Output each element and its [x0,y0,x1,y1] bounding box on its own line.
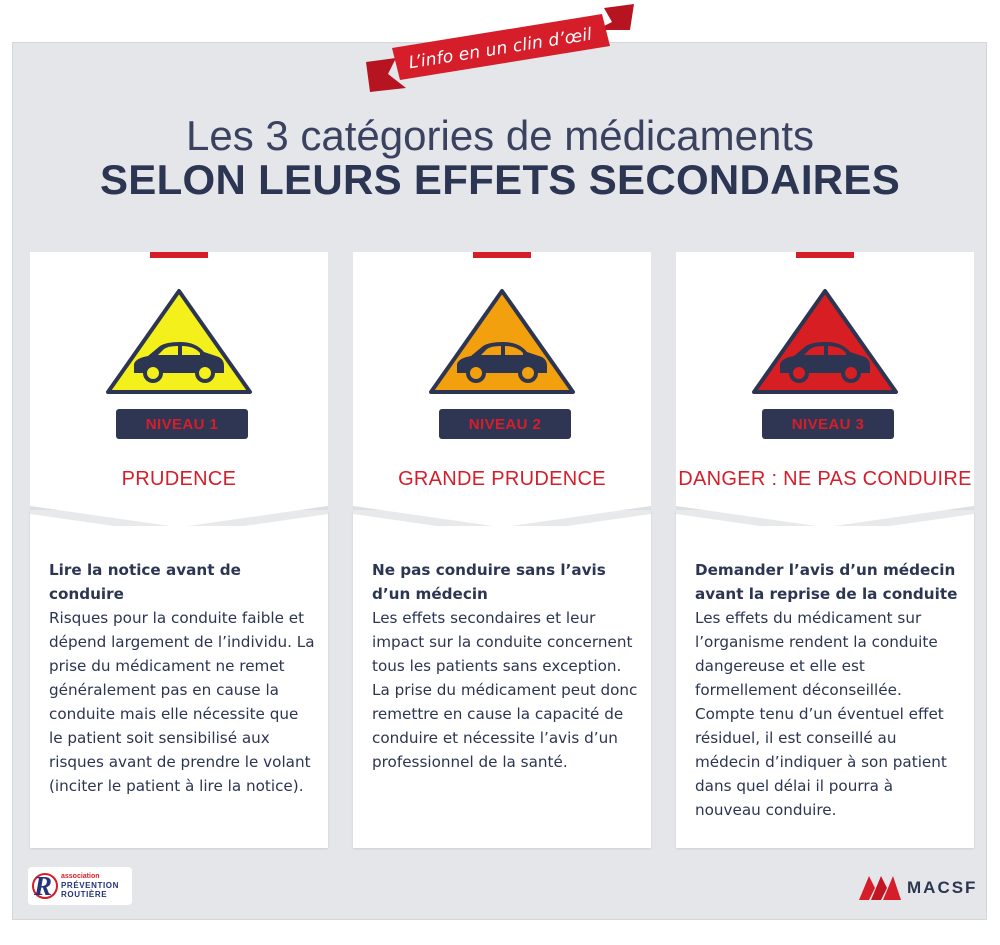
pr-logo-line2: ROUTIÈRE [61,890,108,899]
card-body-panel [676,510,974,848]
category-title: DANGER : NE PAS CONDUIRE [678,468,972,490]
card-body-panel [30,510,328,848]
category-title: GRANDE PRUDENCE [398,468,606,490]
page-title-line2: SELON LEURS EFFETS SECONDAIRES [99,156,901,203]
pr-logo-letter: R [34,871,53,901]
card-text: Les effets secondaires et leur impact sur la conduite concernent tous les patients sans exception. La prise du médicament peut donc remettre en cause la capacité de conduire et nécessite l’avis d’un professionnel de la santé. [372,609,638,771]
macsf-logo-mark-icon [857,870,903,904]
card-accent-bar [796,252,854,258]
card-body-panel [353,510,651,848]
page-title-line1: Les 3 catégories de médicaments [185,112,814,159]
card-level-1 [30,252,328,848]
ribbon-banner [366,0,634,92]
level-badge: NIVEAU 3 [762,409,894,439]
car-warning-triangle-orange-icon [427,286,577,398]
level-badge: NIVEAU 1 [116,409,248,439]
pr-logo-association: association [61,873,100,880]
card-text: Les effets du médicament sur l’organisme rendent la conduite dangereuse et elle est formellement déconseillée. Compte tenu d’un éventuel effet résiduel, il est conseillé au médecin d’indiquer à son patient dans quel délai il pourra à nouveau conduire. [695,609,947,819]
card-accent-bar [150,252,208,258]
card-lead: Demander l’avis d’un médecin avant la reprise de la conduite [695,561,958,603]
macsf-logo[interactable] [857,870,979,904]
ribbon-label: L’info en un clin d’œil [407,24,594,74]
level-badge: NIVEAU 2 [439,409,571,439]
card-accent-bar [473,252,531,258]
category-title: PRUDENCE [121,468,237,490]
prevention-routiere-logo[interactable] [28,867,132,905]
card-lead: Lire la notice avant de conduire [49,561,241,603]
card-level-2 [353,252,651,848]
macsf-logo-word: MACSF [907,878,978,897]
card-lead: Ne pas conduire sans l’avis d’un médecin [372,561,606,603]
pr-logo-line1: PRÉVENTION [61,881,120,890]
card-level-3 [676,252,974,848]
card-text: Risques pour la conduite faible et dépend largement de l’individu. La prise du médicament ne remet généralement pas en cause la conduite mais elle nécessite que le patient soit sensibilisé aux risques avant de prendre le volant (inciter le patient à lire la notice). [49,609,315,795]
car-warning-triangle-red-icon [750,286,900,398]
car-warning-triangle-yellow-icon [104,286,254,398]
